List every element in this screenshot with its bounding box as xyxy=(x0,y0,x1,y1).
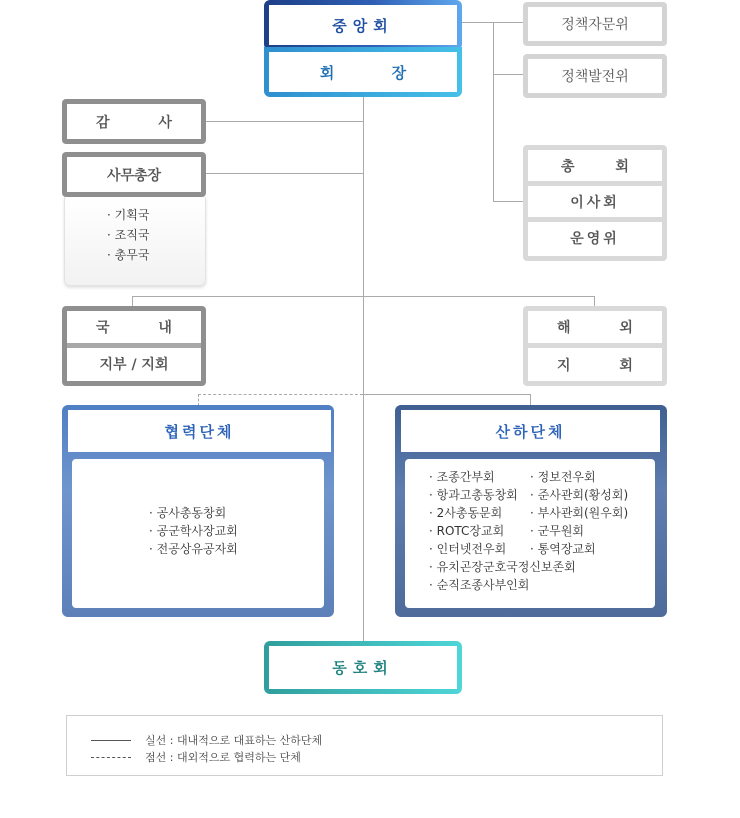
secretary-departments-panel xyxy=(64,197,206,286)
affiliated-item: · 유치곤장군호국정신보존회 xyxy=(429,560,576,574)
policy-development-label: 정책발전위 xyxy=(561,69,629,85)
dept-organization: · 조직국 xyxy=(107,228,150,242)
club-label: 동호회 xyxy=(269,646,457,689)
cooperative-item: · 전공상유공자회 xyxy=(149,542,238,556)
cooperative-item: · 공군학사장교회 xyxy=(149,524,238,538)
policy-advisory-label: 정책자문위 xyxy=(561,17,629,33)
overseas-box xyxy=(523,306,667,386)
affiliated-item: · 군무원회 xyxy=(530,524,584,538)
legend-solid-swatch xyxy=(91,740,131,741)
legend-solid-text: 실선 : 대내적으로 대표하는 산하단체 xyxy=(145,734,323,747)
overseas-sub: 지 회 xyxy=(557,357,655,374)
affiliated-item: · 준사관회(황성회) xyxy=(530,488,629,502)
president-box xyxy=(264,47,462,97)
connector-right-h3 xyxy=(493,201,524,202)
general-assembly: 총 회 xyxy=(528,150,662,186)
connector-overseas-v xyxy=(594,296,595,306)
affiliated-item: · 정보전우회 xyxy=(530,470,596,484)
board-of-directors: 이사회 xyxy=(528,186,662,222)
club-box xyxy=(264,641,462,694)
overseas-title: 해 외 xyxy=(528,311,662,348)
cooperative-item: · 공사총동창회 xyxy=(149,506,227,520)
connector-right-h2 xyxy=(493,74,524,75)
dept-general-affairs: · 총무국 xyxy=(107,248,150,262)
affiliated-item: · 2사총동문회 xyxy=(429,506,503,520)
cooperative-body xyxy=(72,459,324,608)
connector-main-vertical xyxy=(363,97,364,644)
legend-solid-row xyxy=(91,732,322,748)
domestic-title: 국 내 xyxy=(67,311,201,348)
connector-secretary xyxy=(205,173,363,174)
auditor-box xyxy=(62,99,206,144)
legend-dashed-swatch xyxy=(91,757,131,758)
dept-planning: · 기획국 xyxy=(107,208,150,222)
cooperative-group xyxy=(62,405,334,617)
affiliated-item: · 조종간부회 xyxy=(429,470,495,484)
affiliated-title: 산하단체 xyxy=(401,410,660,452)
connector-auditor xyxy=(205,121,363,122)
connector-right-vertical xyxy=(493,22,494,202)
central-committee-label: 중앙회 xyxy=(269,5,457,45)
affiliated-item: · ROTC장교회 xyxy=(429,524,505,538)
affiliated-body xyxy=(405,459,655,608)
cooperative-title: 협력단체 xyxy=(68,410,331,452)
secretary-general-box xyxy=(62,152,206,197)
domestic-sub: 지부 / 지회 xyxy=(99,357,169,373)
affiliated-item: · 순직조종사부인회 xyxy=(429,578,530,592)
affiliated-group xyxy=(395,405,667,617)
central-committee-box xyxy=(264,0,462,50)
policy-development-box xyxy=(523,54,667,98)
affiliated-item: · 항과고총동창회 xyxy=(429,488,518,502)
affiliated-item: · 부사관회(원우회) xyxy=(530,506,629,520)
connector-branch-h xyxy=(132,296,595,297)
policy-advisory-box xyxy=(523,2,667,46)
president-label: 회 장 xyxy=(269,52,457,92)
connector-affiliated-h xyxy=(363,394,530,395)
secretary-general-label: 사무총장 xyxy=(106,167,162,184)
affiliated-item: · 인터넷전우회 xyxy=(429,542,507,556)
connector-domestic-v xyxy=(132,296,133,306)
legend-box xyxy=(66,715,663,776)
affiliated-item: · 통역장교회 xyxy=(530,542,596,556)
governance-stack xyxy=(523,145,667,261)
legend-dashed-text: 점선 : 대외적으로 협력하는 단체 xyxy=(145,751,301,764)
auditor-label: 감 사 xyxy=(96,114,194,131)
domestic-box xyxy=(62,306,206,386)
steering-committee: 운영위 xyxy=(570,230,620,247)
legend-dashed-row xyxy=(91,749,301,765)
connector-cooperative-dashed xyxy=(198,394,363,395)
